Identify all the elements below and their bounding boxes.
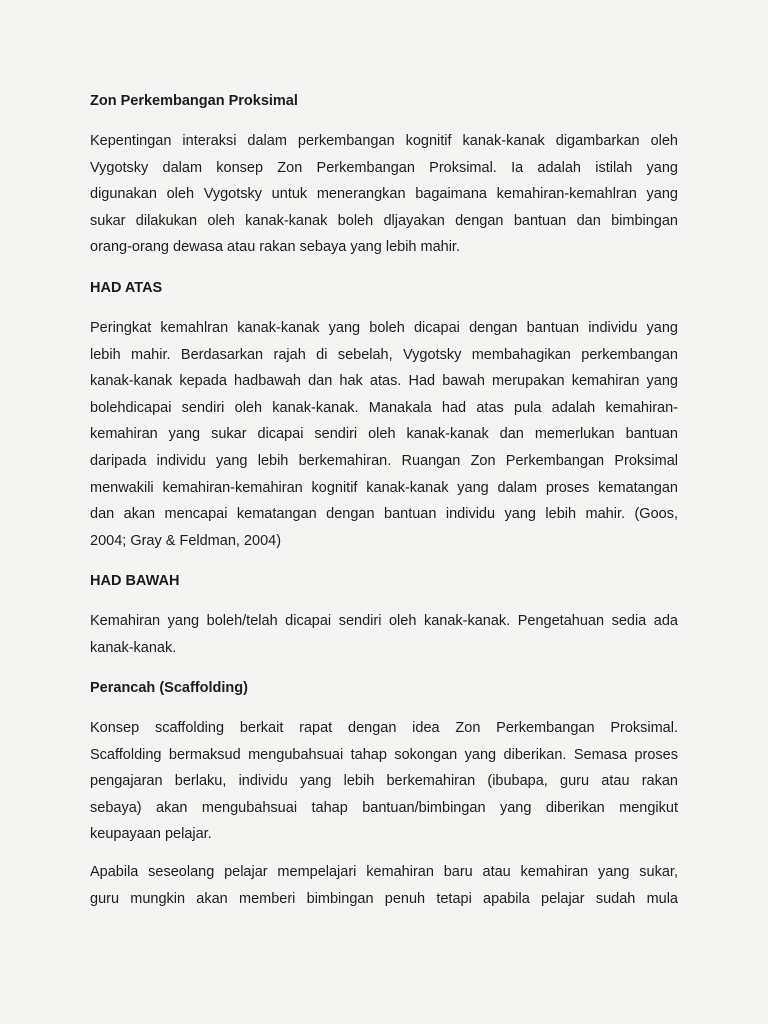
text-line: Scaffolding bermaksud mengubahsuai tahap sokongan yang diberikan. Semasa proses xyxy=(90,746,678,763)
section-heading-perancah: Perancah (Scaffolding) xyxy=(90,680,248,696)
paragraph-perancah xyxy=(90,715,678,848)
text-line: orang-orang dewasa atau rakan sebaya yang lebih mahir. xyxy=(90,239,460,256)
paragraph-zpd-intro xyxy=(90,128,678,261)
text-line: Kepentingan interaksi dalam perkembangan kognitif kanak-kanak digambarkan oleh xyxy=(90,133,678,149)
text-line: kemahiran yang sukar dicapai sendiri oleh kanak-kanak dan memerlukan bantuan xyxy=(90,426,678,443)
text-line: pengajaran berlaku, individu yang lebih berkemahiran (ibubapa, guru atau rakan xyxy=(90,773,678,790)
text-line: keupayaan pelajar. xyxy=(90,826,212,843)
text-line: sebaya) akan mengubahsuai tahap bantuan/bimbingan yang diberikan mengikut xyxy=(90,799,678,816)
text-line: daripada individu yang lebih berkemahiran. Ruangan Zon Perkembangan Proksimal xyxy=(90,452,678,469)
paragraph-had-atas xyxy=(90,315,678,554)
text-line: lebih mahir. Berdasarkan rajah di sebelah, Vygotsky membahagikan perkembangan xyxy=(90,346,678,363)
text-line: digunakan oleh Vygotsky untuk menerangkan bagaimana kemahiran-kemahlran yang xyxy=(90,186,678,203)
text-line: bolehdicapai sendiri oleh kanak-kanak. Manakala had atas pula adalah kemahiran- xyxy=(90,399,678,416)
text-line: dan akan mencapai kematangan dengan bantuan individu yang lebih mahir. (Goos, xyxy=(90,506,678,523)
text-line: Konsep scaffolding berkait rapat dengan idea Zon Perkembangan Proksimal. xyxy=(90,720,678,736)
paragraph-apabila xyxy=(90,859,678,912)
text-line: kanak-kanak kepada hadbawah dan hak atas. Had bawah merupakan kemahiran yang xyxy=(90,373,678,390)
paragraph-had-bawah xyxy=(90,608,678,661)
section-heading-had-bawah: HAD BAWAH xyxy=(90,573,180,589)
text-line: sukar dilakukan oleh kanak-kanak boleh dljayakan dengan bantuan dan bimbingan xyxy=(90,212,678,229)
text-line: Kemahiran yang boleh/telah dicapai sendiri oleh kanak-kanak. Pengetahuan sedia ada xyxy=(90,613,678,629)
text-line: kanak-kanak. xyxy=(90,639,177,656)
text-line: guru mungkin akan memberi bimbingan penuh tetapi apabila pelajar sudah mula xyxy=(90,890,678,907)
text-line: Peringkat kemahlran kanak-kanak yang boleh dicapai dengan bantuan individu yang xyxy=(90,320,678,336)
text-line: 2004; Gray & Feldman, 2004) xyxy=(90,532,282,549)
text-line: menwakili kemahiran-kemahiran kognitif kanak-kanak yang dalam proses kematangan xyxy=(90,479,678,496)
section-heading-zpd: Zon Perkembangan Proksimal xyxy=(90,93,298,109)
section-heading-had-atas: HAD ATAS xyxy=(90,280,163,296)
text-line: Apabila seseolang pelajar mempelajari kemahiran baru atau kemahiran yang sukar, xyxy=(90,864,678,880)
text-line: Vygotsky dalam konsep Zon Perkembangan Proksimal. Ia adalah istilah yang xyxy=(90,159,678,176)
